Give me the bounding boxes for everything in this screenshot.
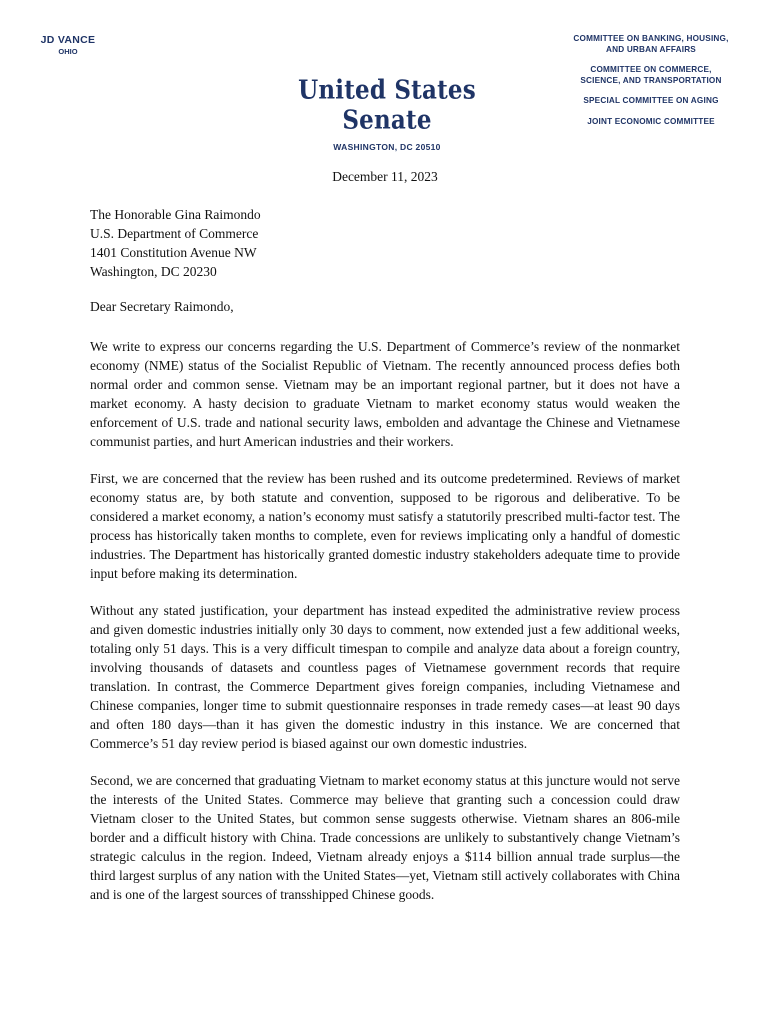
- body-paragraph-1: We write to express our concerns regarding the U.S. Department of Commerce’s review of the nonmarket economy (NME) status of the Socialist Republic of Vietnam. The recently announced process defies both normal order and common sense. Vietnam may be an important regional partner, but it does not have a market economy. A hasty decision to graduate Vietnam to market economy status would weaken the enforcement of U.S. trade and national security laws, embolden and advantage the Chinese and Vietnamese communist parties, and hurt American industries and their workers.: [90, 339, 680, 449]
- committee-list: [556, 34, 746, 127]
- sender-state: OHIO: [58, 47, 78, 56]
- senate-letterhead: [262, 74, 512, 152]
- senate-address: WASHINGTON, DC 20510: [333, 142, 441, 152]
- committee-banking: [556, 34, 746, 55]
- committee-commerce: [556, 65, 746, 86]
- committee-line: JOINT ECONOMIC COMMITTEE: [587, 116, 715, 126]
- addressee-line: 1401 Constitution Avenue NW: [90, 245, 257, 260]
- committee-aging: [556, 96, 746, 107]
- committee-joint-economic: [556, 117, 746, 128]
- sender-name: JD VANCE: [40, 34, 96, 46]
- committee-line: COMMITTEE ON COMMERCE,: [590, 65, 712, 74]
- committee-line: SCIENCE, AND TRANSPORTATION: [580, 75, 722, 85]
- addressee-line: Washington, DC 20230: [90, 264, 217, 279]
- body-paragraph-2: First, we are concerned that the review has been rushed and its outcome predetermined. Reviews of market economy status are, by both statute and convention, supposed to be rigorous and deliberative. To be considered a market economy, a nation’s economy must satisfy a statutorily prescribed multi-factor test. The process has historically taken months to complete, even for reviews implicating only a handful of domestic industries. The Department has historically granted domestic industry stakeholders adequate time to provide input before making its determination.: [90, 471, 680, 581]
- letter-date: December 11, 2023: [332, 169, 438, 184]
- body-paragraph-3: Without any stated justification, your department has instead expedited the administrative review process and given domestic industries initially only 30 days to comment, now extended just a few additional weeks, totaling only 51 days. This is a very difficult timespan to compile and analyze data about a foreign country, involving thousands of datasets and countless pages of Vietnamese government records that require translation. In contrast, the Commerce Department gives foreign companies, including Vietnamese and Chinese companies, longer time to submit questionnaire responses in trade remedy cases—at least 90 days and often 180 days—than it has given the domestic industry in this instance. We are concerned that Commerce’s 51 day review period is biased against our own domestic industries.: [90, 603, 680, 751]
- senate-title: United States Senate: [298, 74, 476, 136]
- addressee-block: [90, 205, 261, 281]
- sender-block: [36, 34, 100, 56]
- salutation: Dear Secretary Raimondo,: [90, 299, 234, 314]
- addressee-line: The Honorable Gina Raimondo: [90, 207, 261, 222]
- addressee-line: U.S. Department of Commerce: [90, 226, 259, 241]
- body-paragraph-4: Second, we are concerned that graduating Vietnam to market economy status at this juncture would not serve the interests of the United States. Commerce may believe that granting such a concession could draw Vietnam closer to the United States, but common sense suggests otherwise. Vietnam shares an 806-mile border and a difficult history with China. Trade concessions are unlikely to substantively change Vietnam’s strategic calculus in the region. Indeed, Vietnam already enjoys a $114 billion annual trade surplus—the third largest surplus of any nation with the United States—yet, Vietnam still actively collaborates with China and is one of the largest sources of transshipped Chinese goods.: [90, 773, 680, 902]
- committee-line: COMMITTEE ON BANKING, HOUSING,: [573, 34, 729, 43]
- committee-line: AND URBAN AFFAIRS: [606, 44, 696, 54]
- committee-line: SPECIAL COMMITTEE ON AGING: [583, 96, 719, 105]
